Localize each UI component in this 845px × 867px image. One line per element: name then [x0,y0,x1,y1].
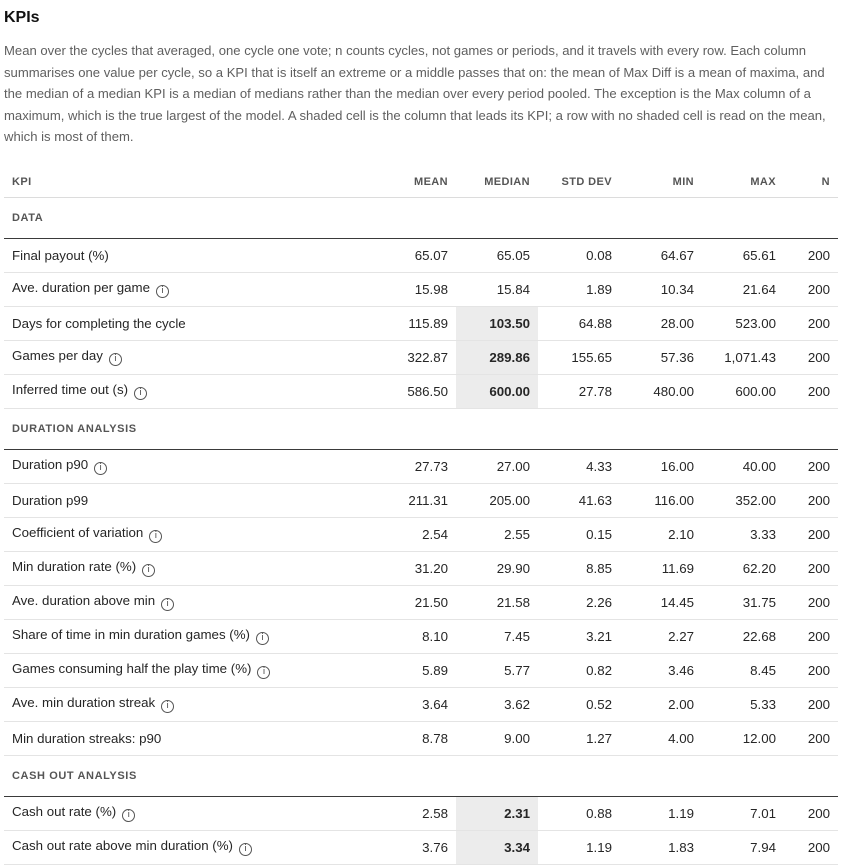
section-title: DATA [4,197,838,238]
kpi-name-cell [4,517,380,551]
std-dev-cell: 3.21 [538,619,620,653]
mean-cell: 115.89 [380,306,456,340]
mean-cell: 65.07 [380,238,456,272]
n-cell: 200 [784,238,838,272]
kpi-label: Min duration rate (%) [12,559,137,574]
kpi-name-cell [4,585,380,619]
table-row [4,653,838,687]
n-cell: 200 [784,340,838,374]
kpi-name-cell [4,796,380,830]
mean-cell: 27.73 [380,449,456,483]
kpi-name-cell [4,272,380,306]
table-row [4,619,838,653]
max-cell: 65.61 [702,238,784,272]
mean-cell: 3.76 [380,830,456,864]
mean-cell: 2.58 [380,796,456,830]
kpi-name-cell [4,653,380,687]
median-cell: 29.90 [456,551,538,585]
max-cell: 7.01 [702,796,784,830]
column-header-min[interactable]: MIN [620,168,702,198]
mean-cell: 322.87 [380,340,456,374]
table-row [4,272,838,306]
section-header-row [4,197,838,238]
max-cell: 5.33 [702,687,784,721]
median-cell: 5.77 [456,653,538,687]
info-icon[interactable]: i [94,462,107,475]
section-title: DURATION ANALYSIS [4,408,838,449]
mean-cell: 8.10 [380,619,456,653]
max-cell: 21.64 [702,272,784,306]
section-title: CASH OUT ANALYSIS [4,755,838,796]
n-cell: 200 [784,517,838,551]
mean-cell: 2.54 [380,517,456,551]
kpi-label: Cash out rate above min duration (%) [12,838,233,853]
max-cell: 523.00 [702,306,784,340]
max-cell: 600.00 [702,374,784,408]
min-cell: 2.00 [620,687,702,721]
info-icon[interactable]: i [161,700,174,713]
column-header-std-dev[interactable]: STD DEV [538,168,620,198]
kpi-label: Final payout (%) [12,247,109,263]
info-icon[interactable]: i [134,387,147,400]
min-cell: 2.27 [620,619,702,653]
kpi-name-cell [4,687,380,721]
n-cell: 200 [784,585,838,619]
n-cell: 200 [784,653,838,687]
section-header-row [4,755,838,796]
median-cell: 600.00 [456,374,538,408]
kpi-label: Min duration streaks: p90 [12,730,162,746]
std-dev-cell: 0.88 [538,796,620,830]
table-row [4,340,838,374]
std-dev-cell: 41.63 [538,483,620,517]
info-icon[interactable]: i [109,353,122,366]
table-row [4,721,838,755]
median-cell: 205.00 [456,483,538,517]
info-icon[interactable]: i [142,564,155,577]
kpi-name-cell [4,619,380,653]
kpi-name-cell [4,340,380,374]
min-cell: 28.00 [620,306,702,340]
median-cell: 2.31 [456,796,538,830]
table-row [4,238,838,272]
std-dev-cell: 0.08 [538,238,620,272]
median-cell: 289.86 [456,340,538,374]
column-header-mean[interactable]: MEAN [380,168,456,198]
min-cell: 1.19 [620,796,702,830]
std-dev-cell: 1.19 [538,830,620,864]
column-header-n[interactable]: N [784,168,838,198]
n-cell: 200 [784,374,838,408]
max-cell: 352.00 [702,483,784,517]
kpi-label: Duration p90 [12,457,89,472]
table-row [4,551,838,585]
kpi-table-body [4,197,838,864]
mean-cell: 8.78 [380,721,456,755]
median-cell: 3.62 [456,687,538,721]
kpi-name-cell [4,306,380,340]
std-dev-cell: 1.27 [538,721,620,755]
median-cell: 3.34 [456,830,538,864]
mean-cell: 586.50 [380,374,456,408]
table-row [4,830,838,864]
kpi-table [4,168,838,865]
info-icon[interactable]: i [239,843,252,856]
max-cell: 7.94 [702,830,784,864]
kpi-label: Cash out rate (%) [12,804,117,819]
page-title: KPIs [4,9,40,26]
std-dev-cell: 2.26 [538,585,620,619]
max-cell: 22.68 [702,619,784,653]
kpi-label: Share of time in min duration games (%) [12,627,250,642]
kpi-name-cell [4,483,380,517]
std-dev-cell: 1.89 [538,272,620,306]
table-header-row [4,168,838,198]
n-cell: 200 [784,306,838,340]
min-cell: 16.00 [620,449,702,483]
median-cell: 7.45 [456,619,538,653]
info-icon[interactable]: i [256,632,269,645]
median-cell: 27.00 [456,449,538,483]
min-cell: 4.00 [620,721,702,755]
std-dev-cell: 0.52 [538,687,620,721]
max-cell: 8.45 [702,653,784,687]
median-cell: 65.05 [456,238,538,272]
kpi-label: Coefficient of variation [12,525,144,540]
n-cell: 200 [784,551,838,585]
std-dev-cell: 4.33 [538,449,620,483]
mean-cell: 211.31 [380,483,456,517]
n-cell: 200 [784,449,838,483]
table-row [4,585,838,619]
mean-cell: 31.20 [380,551,456,585]
kpi-name-cell [4,830,380,864]
n-cell: 200 [784,272,838,306]
kpi-label: Days for completing the cycle [12,315,186,331]
max-cell: 3.33 [702,517,784,551]
min-cell: 64.67 [620,238,702,272]
mean-cell: 5.89 [380,653,456,687]
std-dev-cell: 0.15 [538,517,620,551]
min-cell: 11.69 [620,551,702,585]
std-dev-cell: 8.85 [538,551,620,585]
info-icon[interactable]: i [161,598,174,611]
median-cell: 2.55 [456,517,538,551]
min-cell: 57.36 [620,340,702,374]
mean-cell: 3.64 [380,687,456,721]
n-cell: 200 [784,721,838,755]
kpi-name-cell [4,551,380,585]
column-header-max[interactable]: MAX [702,168,784,198]
median-cell: 9.00 [456,721,538,755]
kpi-label: Ave. min duration streak [12,695,156,710]
median-cell: 103.50 [456,306,538,340]
table-row [4,517,838,551]
kpi-label: Games consuming half the play time (%) [12,661,252,676]
info-icon[interactable]: i [257,666,270,679]
table-row [4,449,838,483]
std-dev-cell: 0.82 [538,653,620,687]
kpi-name-cell [4,374,380,408]
max-cell: 1,071.43 [702,340,784,374]
section-header-row [4,408,838,449]
n-cell: 200 [784,796,838,830]
min-cell: 10.34 [620,272,702,306]
info-icon[interactable]: i [149,530,162,543]
kpi-description: Mean over the cycles that averaged, one cycle one vote; n counts cycles, not games or periods, and it travels with every row. Each column summarises one value per cycle, so a KPI that is itself an extreme or a middle passes that on: the mean of Max Diff is a mean of maxima, and the median of a median KPI is a median of medians rather than the median over every period pooled. The exception is the Max column of a maximum, which is the true largest of the model. A shaded cell is the column that leads its KPI; a row with no shaded cell is read on the mean, which is most of them. [4,43,826,144]
n-cell: 200 [784,830,838,864]
min-cell: 480.00 [620,374,702,408]
n-cell: 200 [784,687,838,721]
max-cell: 62.20 [702,551,784,585]
table-row [4,306,838,340]
table-row [4,374,838,408]
kpi-label: Ave. duration per game [12,280,150,295]
std-dev-cell: 155.65 [538,340,620,374]
column-header-kpi[interactable]: KPI [4,168,380,198]
median-cell: 21.58 [456,585,538,619]
max-cell: 12.00 [702,721,784,755]
min-cell: 2.10 [620,517,702,551]
kpi-name-cell [4,449,380,483]
column-header-median[interactable]: MEDIAN [456,168,538,198]
max-cell: 40.00 [702,449,784,483]
std-dev-cell: 64.88 [538,306,620,340]
n-cell: 200 [784,619,838,653]
table-row [4,687,838,721]
median-cell: 15.84 [456,272,538,306]
min-cell: 1.83 [620,830,702,864]
kpi-name-cell [4,721,380,755]
table-row [4,796,838,830]
n-cell: 200 [784,483,838,517]
min-cell: 14.45 [620,585,702,619]
min-cell: 3.46 [620,653,702,687]
min-cell: 116.00 [620,483,702,517]
mean-cell: 15.98 [380,272,456,306]
max-cell: 31.75 [702,585,784,619]
kpi-label: Duration p99 [12,492,89,508]
table-row [4,483,838,517]
kpi-label: Inferred time out (s) [12,382,129,397]
std-dev-cell: 27.78 [538,374,620,408]
kpi-name-cell [4,238,380,272]
kpi-label: Ave. duration above min [12,593,156,608]
kpi-label: Games per day [12,348,103,363]
info-icon[interactable]: i [122,809,135,822]
info-icon[interactable]: i [156,285,169,298]
mean-cell: 21.50 [380,585,456,619]
